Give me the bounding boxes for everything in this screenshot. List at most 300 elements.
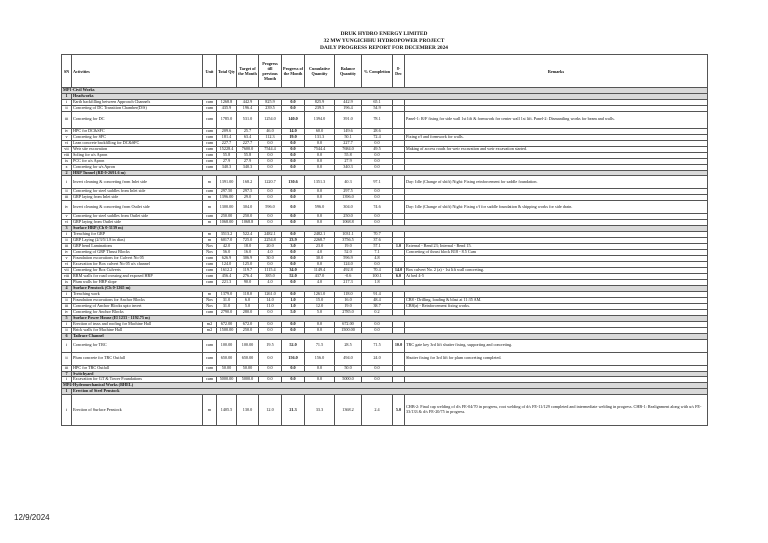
cumulative-cell: 0.0 (305, 195, 335, 201)
unit-cell: cum (203, 262, 217, 268)
remarks-cell: CHB-2: Final cap welding of d/s FE-04/70 in progress, root welding of d/s FE-11/129 completed and intermediate welding in progress. CHB-1: Realignment along with u/s FE-33/133 & d/s FE-20/75 in progress. (405, 394, 708, 425)
progress-month-cell: 0.0 (282, 250, 305, 256)
progress-month-cell: 0.0 (282, 140, 305, 146)
total-qty-cell: 340.3 (217, 164, 237, 170)
completion-cell: 0.0 (362, 220, 393, 226)
sn-cell: iii (62, 244, 72, 250)
unit-cell: m (203, 232, 217, 238)
activity-cell: Weir site excavation (72, 146, 203, 152)
activity-cell: Concreting for steel saddles from Outlet side (72, 214, 203, 220)
column-header: Activities (72, 55, 203, 88)
unit-cell: m (203, 394, 217, 425)
progress-prev-cell: 0.0 (259, 140, 282, 146)
column-header: Total Qty (217, 55, 237, 88)
progress-month-cell: 0.0 (282, 256, 305, 262)
activity-cell: Earth backfilling between Approach Channels (72, 99, 203, 105)
unit-cell: m (203, 238, 217, 244)
remarks-cell: TRC gate key 3rd lift shutter fixing, supporting and concreting. (405, 339, 708, 352)
daily-cell (393, 176, 405, 189)
unit-cell: m2 (203, 321, 217, 327)
cumulative-cell: 2482.1 (305, 232, 335, 238)
sn-cell: ii (62, 297, 72, 303)
table-row (62, 352, 708, 365)
progress-month-cell: 0.0 (282, 201, 305, 214)
cumulative-cell: 156.0 (305, 352, 335, 365)
sn-cell: ii (62, 105, 72, 111)
completion-cell: 38.7 (362, 303, 393, 309)
balance-cell: 227.7 (335, 140, 362, 146)
sn-cell: iii (62, 111, 72, 128)
total-qty-cell: 250.00 (217, 214, 237, 220)
target-cell: 304.0 (237, 201, 259, 214)
unit-cell: cum (203, 99, 217, 105)
activity-cell: Trenching work (72, 291, 203, 297)
balance-cell: 118.0 (335, 291, 362, 297)
total-qty-cell: 672.00 (217, 321, 237, 327)
balance-cell: 124.0 (335, 262, 362, 268)
activity-cell: Brick walls for Machine Hall (72, 327, 203, 333)
activity-cell: Plum walls for HRP slope (72, 280, 203, 286)
sn-cell: iv (62, 250, 72, 256)
progress-month-cell: 130.6 (282, 176, 305, 189)
progress-prev-cell: 239.5 (259, 105, 282, 111)
activity-cell: Erection of Surface Penstock (72, 394, 203, 425)
completion-cell: 0.0 (362, 377, 393, 383)
cumulative-cell: 4.0 (305, 280, 335, 286)
balance-cell: 1368.2 (335, 394, 362, 425)
balance-cell: 50.0 (335, 365, 362, 371)
total-qty-cell: 435.9 (217, 105, 237, 111)
cumulative-cell: 1394.0 (305, 111, 335, 128)
progress-month-cell: 23.9 (282, 238, 305, 244)
progress-month-cell: 19.0 (282, 134, 305, 140)
unit-cell: cum (203, 268, 217, 274)
daily-cell: 10.0 (393, 339, 405, 352)
progress-month-cell: 0.0 (282, 220, 305, 226)
target-cell: 340.3 (237, 164, 259, 170)
unit-cell: cum (203, 280, 217, 286)
progress-month-cell: 0.0 (282, 158, 305, 164)
progress-month-cell: 52.0 (282, 339, 305, 352)
sn-cell: i (62, 321, 72, 327)
cumulative-cell: 33.3 (305, 394, 335, 425)
completion-cell: 0.2 (362, 309, 393, 315)
completion-cell: 2.4 (362, 394, 393, 425)
total-qty-cell: 42.0 (217, 244, 237, 250)
sn-cell: ii (62, 238, 72, 244)
target-cell: 297.5 (237, 189, 259, 195)
activity-cell: Foundation excavations for Anchor Blocks (72, 297, 203, 303)
unit-cell: cum (203, 214, 217, 220)
completion-cell: 0.0 (362, 195, 393, 201)
progress-prev-cell: 4.0 (259, 280, 282, 286)
activity-cell: HPC for TRC Outfall (72, 365, 203, 371)
section-number: 4 (62, 286, 72, 292)
activity-cell: Plum concrete for TRC Outfall (72, 352, 203, 365)
total-qty-cell: 124.0 (217, 262, 237, 268)
balance-cell: 494.0 (335, 352, 362, 365)
balance-cell: 52.0 (335, 250, 362, 256)
activity-cell: Trenching for GRP (72, 232, 203, 238)
column-header: Balance Quantity (335, 55, 362, 88)
progress-prev-cell: 0.0 (259, 164, 282, 170)
total-qty-cell: 181.4 (217, 134, 237, 140)
target-cell: 29.0 (237, 195, 259, 201)
daily-cell: 6.0 (393, 274, 405, 280)
remarks-cell: Box culvert No. 2 (a) - 1st lift wall concreting. (405, 268, 708, 274)
activity-cell: Concreting for TRC (72, 339, 203, 352)
sn-cell: vi (62, 262, 72, 268)
unit-cell: cum (203, 352, 217, 365)
completion-cell: 57.1 (362, 244, 393, 250)
table-row (62, 176, 708, 189)
progress-month-cell: 0.0 (282, 291, 305, 297)
unit-cell: m (203, 176, 217, 189)
target-cell: 442.9 (237, 99, 259, 105)
cumulative-cell: 0.0 (305, 321, 335, 327)
cumulative-cell: 596.0 (305, 201, 335, 214)
section-title: MP1-Civil Works (62, 88, 708, 94)
completion-cell: 0.0 (362, 214, 393, 220)
section-title: Headworks (72, 93, 708, 99)
sn-cell: i (62, 232, 72, 238)
remarks-cell: Fixing r/f and formwork for walls. (405, 134, 708, 140)
cumulative-cell: 0.0 (305, 189, 335, 195)
total-qty-cell: 3513.2 (217, 232, 237, 238)
total-qty-cell: 1300.00 (217, 201, 237, 214)
completion-cell: 4.8 (362, 256, 393, 262)
sn-cell: i (62, 339, 72, 352)
completion-cell: 74.6 (362, 201, 393, 214)
completion-cell: 100.1 (362, 274, 393, 280)
sn-cell: v (62, 134, 72, 140)
table-row (62, 111, 708, 128)
progress-month-cell: 0.0 (282, 232, 305, 238)
section-number: 2 (62, 170, 72, 176)
cumulative-cell: 0.0 (305, 327, 335, 333)
total-qty-cell: 1785.0 (217, 111, 237, 128)
unit-cell: cum (203, 189, 217, 195)
target-cell: 250.0 (237, 214, 259, 220)
completion-cell: 54.9 (362, 105, 393, 111)
target-cell: 7600.0 (237, 146, 259, 152)
section-title: MP4-Hydromechanical Works (BHEL) (62, 383, 708, 389)
progress-month-cell: 0.0 (282, 327, 305, 333)
target-cell: 63.4 (237, 134, 259, 140)
activity-cell: RRM walls for road crossing and exposed HRP (72, 274, 203, 280)
balance-cell: 492.8 (335, 268, 362, 274)
target-cell: 5000.0 (237, 377, 259, 383)
target-cell: 25.7 (237, 128, 259, 134)
table-body (62, 88, 708, 426)
unit-cell: cum (203, 128, 217, 134)
activity-cell: Invert cleaning & concreting from Outlet side (72, 201, 203, 214)
total-qty-cell: 1379.0 (217, 291, 237, 297)
total-qty-cell: 297.50 (217, 189, 237, 195)
completion-cell: 0.0 (362, 164, 393, 170)
unit-cell: cum (203, 256, 217, 262)
balance-cell: 149.6 (335, 128, 362, 134)
sn-cell: vii (62, 146, 72, 152)
section-number: 1 (62, 93, 72, 99)
sn-cell: i (62, 99, 72, 105)
target-cell: 6.0 (237, 297, 259, 303)
total-qty-cell: 31.0 (217, 303, 237, 309)
cumulative-cell: 0.0 (305, 214, 335, 220)
balance-cell: 3756.5 (335, 238, 362, 244)
completion-cell: 70.4 (362, 268, 393, 274)
remarks-cell: Concreting of thrust block B18 - 8.5 Cum (405, 250, 708, 256)
sn-cell: ii (62, 352, 72, 365)
section-title: Surface Power House (El 1233 - 1192.75 m) (72, 315, 708, 321)
completion-cell: 0.0 (362, 140, 393, 146)
sn-cell: i (62, 176, 72, 189)
sn-cell: viii (62, 274, 72, 280)
cumulative-cell: 4.0 (305, 250, 335, 256)
progress-month-cell: 1.0 (282, 297, 305, 303)
progress-month-cell: 0.0 (282, 195, 305, 201)
total-qty-cell: 221.3 (217, 280, 237, 286)
activity-cell: GRP bend Laminations (72, 244, 203, 250)
balance-cell: 442.9 (335, 99, 362, 105)
unit-cell: cum (203, 365, 217, 371)
table-row (62, 201, 708, 214)
total-qty-cell: 1405.5 (217, 394, 237, 425)
target-cell: 27.9 (237, 158, 259, 164)
balance-cell: 391.0 (335, 111, 362, 128)
cumulative-cell: 0.0 (305, 220, 335, 226)
progress-month-cell: 5.0 (282, 309, 305, 315)
target-cell: 168.2 (237, 176, 259, 189)
cumulative-cell: 5.0 (305, 309, 335, 315)
total-qty-cell: 31.0 (217, 297, 237, 303)
activity-cell: Soling for u/s Apron (72, 152, 203, 158)
progress-prev-cell: 2254.8 (259, 238, 282, 244)
cumulative-cell: 60.0 (305, 128, 335, 134)
target-cell: 18.0 (237, 244, 259, 250)
unit-cell: Nos (203, 244, 217, 250)
balance-cell: 1500.00 (335, 327, 362, 333)
unit-cell: cum (203, 111, 217, 128)
unit-cell: cum (203, 164, 217, 170)
progress-prev-cell: 0.0 (259, 158, 282, 164)
balance-cell: 5000.0 (335, 377, 362, 383)
progress-prev-cell: 0.0 (259, 321, 282, 327)
target-cell: 16.0 (237, 250, 259, 256)
progress-prev-cell: 4.0 (259, 250, 282, 256)
cumulative-cell: 12.0 (305, 303, 335, 309)
activity-cell: Invert cleaning & concreting from Inlet side (72, 176, 203, 189)
sn-cell: iii (62, 365, 72, 371)
progress-month-cell: 52.0 (282, 274, 305, 280)
completion-cell: 49.5 (362, 146, 393, 152)
balance-cell: 2785.0 (335, 309, 362, 315)
sn-cell: ii (62, 189, 72, 195)
balance-cell: 27.9 (335, 158, 362, 164)
target-cell: 196.4 (237, 105, 259, 111)
cumulative-cell: 437.0 (305, 274, 335, 280)
progress-prev-cell: 596.0 (259, 201, 282, 214)
activity-cell: Excavation for GT & Tower Foundations (72, 377, 203, 383)
activity-cell: Lean concrete backfilling for DC&SFC (72, 140, 203, 146)
target-cell: 672.0 (237, 321, 259, 327)
table-row (62, 339, 708, 352)
cumulative-cell: 71.5 (305, 339, 335, 352)
activity-cell: PCC for u/s Apron (72, 158, 203, 164)
total-qty-cell: 15228.4 (217, 146, 237, 152)
total-qty-cell: 1391.00 (217, 176, 237, 189)
progress-month-cell: 21.3 (282, 394, 305, 425)
sn-cell: v (62, 214, 72, 220)
progress-month-cell: 156.0 (282, 352, 305, 365)
progress-prev-cell: 0.0 (259, 377, 282, 383)
unit-cell: cum (203, 152, 217, 158)
progress-prev-cell: 1115.4 (259, 268, 282, 274)
total-qty-cell: 50.00 (217, 365, 237, 371)
progress-month-cell: 0.0 (282, 105, 305, 111)
cumulative-cell: 1351.3 (305, 176, 335, 189)
total-qty-cell: 55.8 (217, 152, 237, 158)
daily-cell (393, 201, 405, 214)
progress-prev-cell: 0.0 (259, 220, 282, 226)
remarks-cell: Shutter fixing for 3rd lift for plum concreting completed. (405, 352, 708, 365)
target-cell: 531.0 (237, 111, 259, 128)
progress-month-cell: 0.0 (282, 262, 305, 268)
column-header: Unit (203, 55, 217, 88)
remarks-cell: CB8 - Drilling, loading & blast at 11:35 AM. (405, 297, 708, 303)
progress-month-cell: 0.0 (282, 321, 305, 327)
column-header: % Completion (362, 55, 393, 88)
target-cell: 130.0 (237, 394, 259, 425)
completion-cell: 65.1 (362, 99, 393, 105)
column-header: SN (62, 55, 72, 88)
completion-cell: 70.7 (362, 232, 393, 238)
target-cell: 5.0 (237, 303, 259, 309)
sn-cell: i (62, 291, 72, 297)
column-header: Progress of the Month (282, 55, 305, 88)
progress-prev-cell: 0.0 (259, 195, 282, 201)
progress-month-cell: 140.0 (282, 111, 305, 128)
progress-prev-cell: 14.0 (259, 297, 282, 303)
total-qty-cell: 56.0 (217, 250, 237, 256)
section-title: Switchyard (72, 371, 708, 377)
sn-cell: iii (62, 195, 72, 201)
completion-cell: 0.0 (362, 158, 393, 164)
progress-prev-cell: 0.0 (259, 365, 282, 371)
completion-cell: 97.1 (362, 176, 393, 189)
column-header: Target of the Month (237, 55, 259, 88)
total-qty-cell: 5000.00 (217, 377, 237, 383)
total-qty-cell: 1268.8 (217, 99, 237, 105)
unit-cell: cum (203, 339, 217, 352)
progress-prev-cell: 2482.1 (259, 232, 282, 238)
progress-month-cell: 0.0 (282, 164, 305, 170)
total-qty-cell: 100.00 (217, 339, 237, 352)
total-qty-cell: 27.9 (217, 158, 237, 164)
sn-cell: iii (62, 303, 72, 309)
total-qty-cell: 1068.00 (217, 220, 237, 226)
activity-cell: Concreting of GRP Thrust Blocks (72, 250, 203, 256)
completion-cell: 0.0 (362, 189, 393, 195)
section-title: Surface Penstock (Ch 0-1265 m) (72, 286, 708, 292)
balance-cell: 217.3 (335, 280, 362, 286)
daily-cell: 5.0 (393, 394, 405, 425)
remarks-cell: Making of access roads for weir excavation and weir excavation started. (405, 146, 708, 152)
column-header: Remarks (405, 55, 708, 88)
progress-prev-cell: 0.0 (259, 214, 282, 220)
total-qty-cell: 650.00 (217, 352, 237, 365)
section-title: Erection of Steel Penstock (72, 389, 708, 395)
target-cell: 90.0 (237, 280, 259, 286)
target-cell: 50.00 (237, 365, 259, 371)
remarks-cell: Day: Idle (Change of shift) Night: Fixing reinforcement for saddle foundation. (405, 176, 708, 189)
progress-prev-cell: 1261.0 (259, 291, 282, 297)
progress-prev-cell: 12.0 (259, 394, 282, 425)
column-header: 8-Dec (393, 55, 405, 88)
completion-cell: 7.1 (362, 250, 393, 256)
balance-cell: 250.0 (335, 214, 362, 220)
target-cell: 280.0 (237, 309, 259, 315)
progress-prev-cell: 0.0 (259, 327, 282, 333)
unit-cell: Nos (203, 297, 217, 303)
org-name: DRUK HYDRO ENERGY LIMITED (340, 31, 428, 37)
balance-cell: -0.6 (335, 274, 362, 280)
table-header-row (62, 55, 708, 88)
total-qty-cell: 1396.00 (217, 195, 237, 201)
unit-cell: cum (203, 105, 217, 111)
progress-month-cell: 0.0 (282, 152, 305, 158)
progress-prev-cell: 30.0 (259, 256, 282, 262)
progress-month-cell: 0.0 (282, 280, 305, 286)
progress-month-cell: 0.0 (282, 189, 305, 195)
unit-cell: Nos (203, 250, 217, 256)
progress-prev-cell: 825.9 (259, 99, 282, 105)
target-cell: 55.8 (237, 152, 259, 158)
balance-cell: 596.9 (335, 256, 362, 262)
total-qty-cell: 2790.0 (217, 309, 237, 315)
cumulative-cell: 30.0 (305, 256, 335, 262)
target-cell: 118.0 (237, 291, 259, 297)
unit-cell: cum (203, 146, 217, 152)
target-cell: 227.7 (237, 140, 259, 146)
section-number: 5 (62, 315, 72, 321)
balance-cell: 1068.8 (335, 220, 362, 226)
activity-cell: Excavation for Box culvert No 05 u/s channel (72, 262, 203, 268)
report-title: DAILY PROGRESS REPORT FOR DECEMBER 2024 (320, 45, 448, 51)
completion-cell: 72.4 (362, 134, 393, 140)
total-qty-cell: 6017.0 (217, 238, 237, 244)
completion-cell: 28.6 (362, 128, 393, 134)
cumulative-cell: 1149.4 (305, 268, 335, 274)
project-name: 32 MW YUNGICHHU HYDROPOWER PROJECT (323, 38, 445, 44)
progress-prev-cell: 20.0 (259, 244, 282, 250)
total-qty-cell: 1500.00 (217, 327, 237, 333)
section-number: 3 (62, 226, 72, 232)
total-qty-cell: 456.4 (217, 274, 237, 280)
completion-cell: 37.6 (362, 238, 393, 244)
balance-cell: 672.00 (335, 321, 362, 327)
activity-cell: Concreting of DC Transition Chamber(D/S) (72, 105, 203, 111)
balance-cell: 196.4 (335, 105, 362, 111)
balance-cell: 304.0 (335, 201, 362, 214)
sn-cell: iv (62, 128, 72, 134)
activity-cell: Concreting for u/s Apron (72, 164, 203, 170)
progress-prev-cell: 0.0 (259, 352, 282, 365)
activity-cell: Concreting for steel saddles from Inlet side (72, 189, 203, 195)
unit-cell: cum (203, 134, 217, 140)
cumulative-cell: 825.9 (305, 99, 335, 105)
activity-cell: GRP Laying (2/3/5/1.8 in dias) (72, 238, 203, 244)
